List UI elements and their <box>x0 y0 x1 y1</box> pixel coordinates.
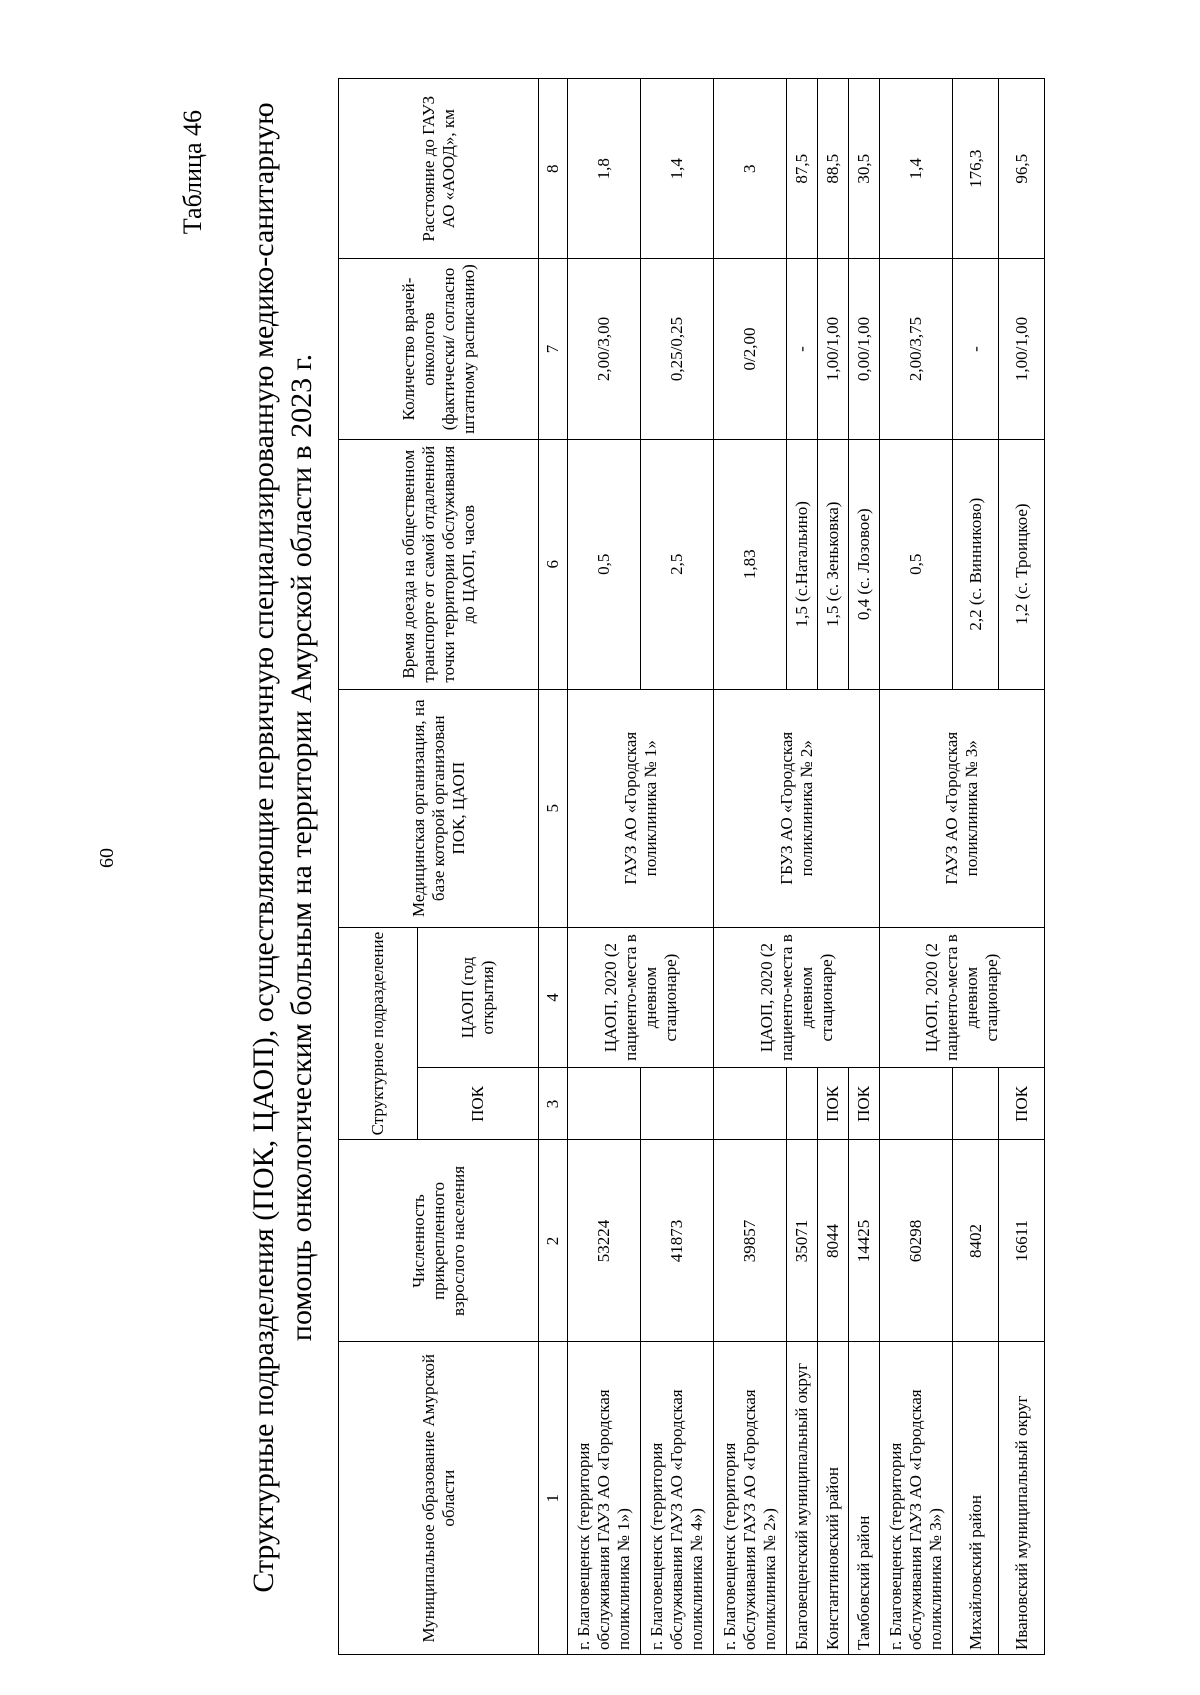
municipality-cell: г. Благовещенск (территория обслуживания ГАУЗ АО «Городская поликлиника № 4») <box>641 1342 714 1655</box>
data-table <box>338 78 1045 1655</box>
municipality-cell: г. Благовещенск (территория обслуживания ГАУЗ АО «Городская поликлиника № 3») <box>880 1342 953 1655</box>
col-number: 1 <box>539 1342 568 1655</box>
travel-time-cell: 2,2 (с. Винниково) <box>953 439 999 689</box>
pok-cell <box>880 1068 953 1140</box>
oncologists-cell: 1,00/1,00 <box>999 259 1045 439</box>
oncologists-cell: 0,25/0,25 <box>641 259 714 439</box>
page-number: 60 <box>96 848 118 868</box>
distance-cell: 176,3 <box>953 79 999 259</box>
oncologists-cell: 2,00/3,00 <box>568 259 641 439</box>
header-structural-unit: Структурное подразделение <box>339 927 418 1140</box>
municipality-cell: г. Благовещенск (территория обслуживания ГАУЗ АО «Городская поликлиника № 1») <box>568 1342 641 1655</box>
pok-cell: ПОК <box>999 1068 1045 1140</box>
oncologists-cell: 0/2,00 <box>714 259 787 439</box>
municipality-cell: Тамбовский район <box>849 1342 880 1655</box>
municipality-cell: Благовещенский муниципальный округ <box>787 1342 818 1655</box>
caop-cell: ЦАОП, 2020 (2 пациенто-места в дневном стационаре) <box>880 927 1045 1068</box>
population-cell: 14425 <box>849 1140 880 1342</box>
header-distance: Расстояние до ГАУЗ АО «АООД», км <box>339 79 539 259</box>
caop-cell: ЦАОП, 2020 (2 пациенто-места в дневном стационаре) <box>714 927 880 1068</box>
col-number: 7 <box>539 259 568 439</box>
travel-time-cell: 0,5 <box>880 439 953 689</box>
header-oncologists: Количество врачей-онкологов (фактически/ согласно штатному расписанию) <box>339 259 539 439</box>
pok-cell: ПОК <box>849 1068 880 1140</box>
distance-cell: 87,5 <box>787 79 818 259</box>
population-cell: 8044 <box>818 1140 849 1342</box>
header-organization: Медицинская организация, на базе которой организован ПОК, ЦАОП <box>339 689 539 927</box>
table-row <box>568 79 641 1655</box>
caop-cell: ЦАОП, 2020 (2 пациенто-места в дневном стационаре) <box>568 927 714 1068</box>
pok-cell <box>568 1068 641 1140</box>
pok-cell <box>787 1068 818 1140</box>
col-number: 5 <box>539 689 568 927</box>
col-number: 2 <box>539 1140 568 1342</box>
population-cell: 8402 <box>953 1140 999 1342</box>
table-label: Таблица 46 <box>178 110 207 235</box>
oncologists-cell: - <box>953 259 999 439</box>
population-cell: 39857 <box>714 1140 787 1342</box>
header-travel-time: Время доезда на общественном транспорте от самой отдаленной точки территории обслуживания до ЦАОП, часов <box>339 439 539 689</box>
population-cell: 41873 <box>641 1140 714 1342</box>
table-row <box>880 79 953 1655</box>
header-municipality: Муниципальное образование Амурской области <box>339 1342 539 1655</box>
municipality-cell: г. Благовещенск (территория обслуживания ГАУЗ АО «Городская поликлиника № 2») <box>714 1342 787 1655</box>
municipality-cell: Ивановский муниципальный округ <box>999 1342 1045 1655</box>
distance-cell: 1,8 <box>568 79 641 259</box>
travel-time-cell: 0,4 (с. Лозовое) <box>849 439 880 689</box>
document-title <box>245 0 321 1695</box>
header-pok: ПОК <box>418 1068 539 1140</box>
travel-time-cell: 2,5 <box>641 439 714 689</box>
oncologists-cell: 2,00/3,75 <box>880 259 953 439</box>
distance-cell: 1,4 <box>641 79 714 259</box>
header-caop: ЦАОП (год открытия) <box>418 927 539 1068</box>
organization-cell: ГАУЗ АО «Городская поликлиника № 1» <box>568 689 714 927</box>
pok-cell <box>953 1068 999 1140</box>
distance-cell: 30,5 <box>849 79 880 259</box>
municipality-cell: Константиновский район <box>818 1342 849 1655</box>
population-cell: 16611 <box>999 1140 1045 1342</box>
oncologists-cell: 0,00/1,00 <box>849 259 880 439</box>
distance-cell: 3 <box>714 79 787 259</box>
municipality-cell: Михайловский район <box>953 1342 999 1655</box>
travel-time-cell: 1,2 (с. Троицкое) <box>999 439 1045 689</box>
title-line-2: помощь онкологическим больным на территории Амурской области в 2023 г. <box>285 353 318 1342</box>
table-row <box>714 79 787 1655</box>
pok-cell: ПОК <box>818 1068 849 1140</box>
travel-time-cell: 1,5 (с.Натальино) <box>787 439 818 689</box>
oncologists-cell: - <box>787 259 818 439</box>
col-number: 4 <box>539 927 568 1068</box>
travel-time-cell: 1,83 <box>714 439 787 689</box>
col-number: 3 <box>539 1068 568 1140</box>
travel-time-cell: 1,5 (с. Зеньковка) <box>818 439 849 689</box>
population-cell: 35071 <box>787 1140 818 1342</box>
oncologists-cell: 1,00/1,00 <box>818 259 849 439</box>
pok-cell <box>641 1068 714 1140</box>
travel-time-cell: 0,5 <box>568 439 641 689</box>
header-population: Численность прикрепленного взрослого населения <box>339 1140 539 1342</box>
column-number-row <box>539 79 568 1655</box>
distance-cell: 96,5 <box>999 79 1045 259</box>
population-cell: 60298 <box>880 1140 953 1342</box>
population-cell: 53224 <box>568 1140 641 1342</box>
pok-cell <box>714 1068 787 1140</box>
title-line-1: Структурные подразделения (ПОК, ЦАОП), осуществляющие первичную специализированную медико-санитарную <box>247 102 280 1593</box>
distance-cell: 88,5 <box>818 79 849 259</box>
organization-cell: ГБУЗ АО «Городская поликлиника № 2» <box>714 689 880 927</box>
organization-cell: ГАУЗ АО «Городская поликлиника № 3» <box>880 689 1045 927</box>
col-number: 6 <box>539 439 568 689</box>
col-number: 8 <box>539 79 568 259</box>
distance-cell: 1,4 <box>880 79 953 259</box>
